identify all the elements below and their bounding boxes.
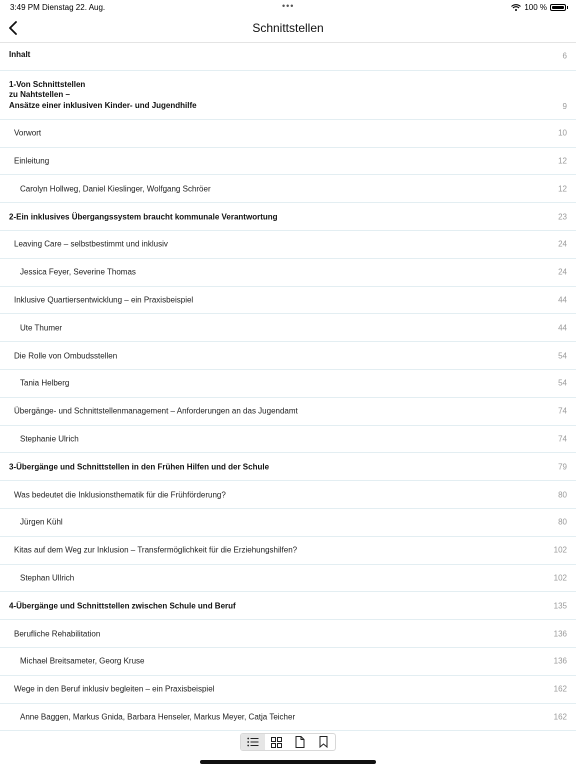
toc-entry-page: 135 bbox=[553, 601, 567, 611]
toc-entry-page: 102 bbox=[553, 573, 567, 583]
grid-view-button[interactable] bbox=[265, 734, 289, 750]
toc-entry-page: 12 bbox=[558, 156, 567, 166]
toc-entry-title: 2-Ein inklusives Übergangssystem braucht kommunale Verantwortung bbox=[9, 212, 278, 222]
table-of-contents bbox=[0, 43, 576, 731]
status-time: 3:49 PM bbox=[10, 3, 40, 12]
toc-author-row[interactable] bbox=[0, 370, 576, 398]
page-title: Schnittstellen bbox=[252, 21, 324, 35]
toc-entry-title: Inhalt bbox=[9, 50, 31, 59]
toc-entry-title: Inklusive Quartiersentwicklung – ein Praxisbeispiel bbox=[14, 295, 194, 305]
toc-entry-page: 136 bbox=[553, 656, 567, 666]
toc-section-row[interactable] bbox=[0, 481, 576, 509]
toc-section-row[interactable] bbox=[0, 342, 576, 370]
toc-entry-title: 4-Übergänge und Schnittstellen zwischen Schule und Beruf bbox=[9, 601, 236, 611]
toc-entry-title: 1-Von Schnittstellen zu Nahtstellen – Ansätze einer inklusiven Kinder- und Jugendhilfe bbox=[9, 79, 197, 110]
toc-entry-page: 80 bbox=[558, 490, 567, 500]
toc-author-row[interactable] bbox=[0, 648, 576, 676]
page-icon bbox=[295, 736, 305, 748]
toc-chapter-row[interactable] bbox=[0, 453, 576, 481]
toc-section-row[interactable] bbox=[0, 231, 576, 259]
toc-entry-title: Anne Baggen, Markus Gnida, Barbara Henseler, Markus Meyer, Catja Teicher bbox=[20, 712, 296, 722]
toc-section-row[interactable] bbox=[0, 120, 576, 148]
battery-icon bbox=[550, 4, 566, 11]
toc-entry-title: Carolyn Hollweg, Daniel Kieslinger, Wolfgang Schröer bbox=[20, 184, 211, 194]
toc-section-row[interactable] bbox=[0, 398, 576, 426]
home-indicator bbox=[200, 760, 376, 764]
toc-entry-page: 54 bbox=[558, 378, 567, 388]
list-icon bbox=[247, 737, 259, 747]
battery-tip bbox=[567, 6, 568, 9]
toc-entry-title: Die Rolle von Ombudsstellen bbox=[14, 351, 118, 361]
toc-author-row[interactable] bbox=[0, 565, 576, 593]
toc-entry-page: 102 bbox=[553, 545, 567, 555]
toc-entry-page: 6 bbox=[562, 51, 567, 61]
toc-chapter-row[interactable] bbox=[0, 203, 576, 231]
toc-entry-title: Ute Thumer bbox=[20, 323, 63, 333]
toc-entry-page: 24 bbox=[558, 267, 567, 277]
toc-entry-page: 162 bbox=[553, 712, 567, 722]
toc-entry-title: Was bedeutet die Inklusionsthematik für die Frühförderung? bbox=[14, 490, 226, 500]
toc-entry-page: 54 bbox=[558, 351, 567, 361]
toc-entry-title: Vorwort bbox=[14, 128, 42, 138]
toc-entry-page: 12 bbox=[558, 184, 567, 194]
wifi-icon bbox=[511, 4, 521, 11]
status-right bbox=[511, 3, 568, 12]
toc-chapter-row[interactable] bbox=[0, 592, 576, 620]
toc-entry-page: 44 bbox=[558, 295, 567, 305]
battery-percent: 100 % bbox=[524, 3, 547, 12]
navigation-bar bbox=[0, 14, 576, 43]
toc-entry-page: 44 bbox=[558, 323, 567, 333]
toc-entry-title: Leaving Care – selbstbestimmt und inklusiv bbox=[14, 239, 168, 249]
bookmarks-button[interactable] bbox=[312, 734, 336, 750]
grid-icon bbox=[271, 737, 282, 748]
toc-entry-title: Tania Helberg bbox=[20, 378, 70, 388]
status-bar bbox=[0, 0, 576, 14]
view-toolbar bbox=[240, 733, 336, 751]
toc-entry-page: 80 bbox=[558, 517, 567, 527]
toc-entry-page: 74 bbox=[558, 434, 567, 444]
toc-section-row[interactable] bbox=[0, 620, 576, 648]
toc-author-row[interactable] bbox=[0, 426, 576, 454]
toc-entry-title: Stephan Ullrich bbox=[20, 573, 75, 583]
multitasking-dots[interactable]: ••• bbox=[282, 1, 295, 11]
toc-section-row[interactable] bbox=[0, 537, 576, 565]
toc-entry-page: 79 bbox=[558, 462, 567, 472]
page-view-button[interactable] bbox=[288, 734, 312, 750]
toc-entry-title: Jessica Feyer, Severine Thomas bbox=[20, 267, 136, 277]
toc-author-row[interactable] bbox=[0, 509, 576, 537]
status-date: Dienstag 22. Aug. bbox=[42, 3, 106, 12]
toc-entry-title: Stephanie Ulrich bbox=[20, 434, 79, 444]
toc-entry-page: 74 bbox=[558, 406, 567, 416]
toc-entry-title: Jürgen Kühl bbox=[20, 517, 63, 527]
toc-author-row[interactable] bbox=[0, 704, 576, 732]
toc-entry-title: Übergänge- und Schnittstellenmanagement – Anforderungen an das Jugendamt bbox=[14, 406, 298, 416]
toc-entry-title: Einleitung bbox=[14, 156, 50, 166]
toc-entry-page: 136 bbox=[553, 629, 567, 639]
toc-entry-page: 23 bbox=[558, 212, 567, 222]
list-view-button[interactable] bbox=[241, 734, 265, 750]
toc-entry-page: 24 bbox=[558, 239, 567, 249]
toc-entry-page: 9 bbox=[562, 101, 567, 111]
toc-author-row[interactable] bbox=[0, 314, 576, 342]
toc-section-row[interactable] bbox=[0, 287, 576, 315]
toc-entry-title: Kitas auf dem Weg zur Inklusion – Transfermöglichkeit für die Erziehungshilfen? bbox=[14, 545, 298, 555]
toc-author-row[interactable] bbox=[0, 175, 576, 203]
toc-section-row[interactable] bbox=[0, 676, 576, 704]
bookmark-icon bbox=[319, 736, 328, 748]
toc-chapter-row[interactable] bbox=[0, 71, 576, 120]
toc-entry-page: 162 bbox=[553, 684, 567, 694]
toc-entry-title: Berufliche Rehabilitation bbox=[14, 629, 101, 639]
toc-author-row[interactable] bbox=[0, 259, 576, 287]
toc-entry-title: Michael Breitsameter, Georg Kruse bbox=[20, 656, 145, 666]
toc-entry-title: Wege in den Beruf inklusiv begleiten – ein Praxisbeispiel bbox=[14, 684, 215, 694]
toc-entry-title: 3-Übergänge und Schnittstellen in den Frühen Hilfen und der Schule bbox=[9, 462, 270, 472]
toc-section-row[interactable] bbox=[0, 148, 576, 176]
toc-chapter-row[interactable] bbox=[0, 43, 576, 71]
toc-entry-page: 10 bbox=[558, 128, 567, 138]
